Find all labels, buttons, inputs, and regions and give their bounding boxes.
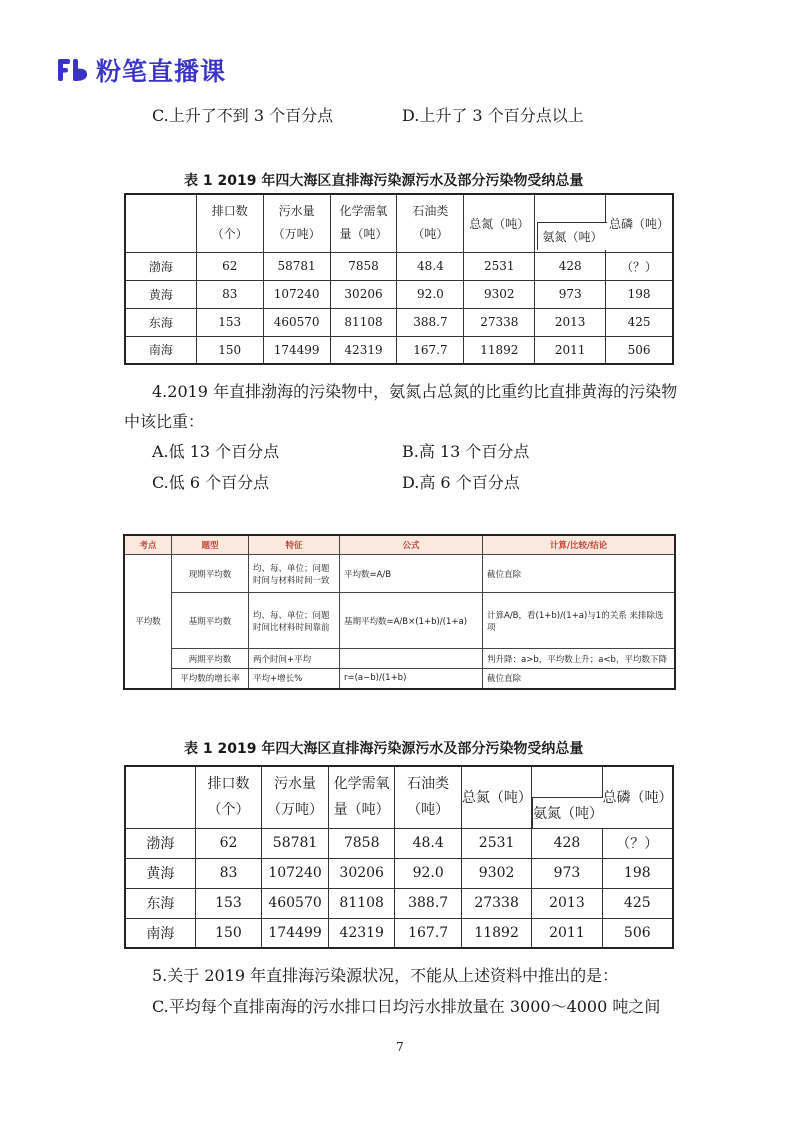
table-cell: 42319 — [330, 336, 397, 364]
blank-header-cell — [125, 194, 196, 252]
row-label: 东海 — [125, 308, 196, 336]
q4-option-c: C.低 6 个百分点 — [152, 473, 270, 492]
table-cell: 58781 — [263, 252, 330, 280]
average-comparison-table — [123, 534, 676, 690]
table-cell: 30206 — [330, 280, 397, 308]
col-header-outlets: 排口数 （个） — [195, 766, 261, 828]
table-cell: 30206 — [328, 858, 395, 888]
table-cell: 167.7 — [397, 336, 464, 364]
table-cell: 92.0 — [397, 280, 464, 308]
row-label: 南海 — [125, 918, 195, 948]
table-cell: （？） — [602, 828, 673, 858]
header-tixing: 题型 — [172, 535, 249, 555]
table-cell: 107240 — [262, 858, 329, 888]
fb-logo-icon — [58, 57, 88, 83]
table-cell: 7858 — [328, 828, 395, 858]
table-cell: 388.7 — [397, 308, 464, 336]
type-cell: 基期平均数 — [172, 593, 249, 649]
feature-cell: 平均+增长% — [249, 669, 340, 689]
col-header-oil: 石油类 （吨） — [395, 766, 461, 828]
col-header-ammonia: 氨氮（吨） — [537, 222, 607, 250]
table-cell: 11892 — [461, 918, 531, 948]
col-header-total-phosphorus: 总磷（吨） — [602, 766, 673, 828]
row-label: 东海 — [125, 888, 195, 918]
q4-stem-line1: 4.2019 年直排渤海的污染物中，氨氮占总氮的比重约比直排黄海的污染物 — [152, 382, 678, 401]
table-cell: 198 — [602, 858, 673, 888]
table-cell: 506 — [602, 918, 673, 948]
table-cell: 27338 — [464, 308, 535, 336]
type-cell: 两期平均数 — [172, 649, 249, 669]
table1-title-repeat: 表 1 2019 年四大海区直排海污染源污水及部分污染物受纳总量 — [184, 741, 584, 757]
conclusion-cell: 截位直除 — [483, 555, 676, 593]
col-header-outlets: 排口数 （个） — [196, 194, 263, 252]
table-cell: 174499 — [262, 918, 329, 948]
table-cell: 107240 — [263, 280, 330, 308]
group-label: 平均数 — [124, 555, 172, 689]
col-header-oil: 石油类 （吨） — [397, 194, 464, 252]
table-cell: 92.0 — [395, 858, 461, 888]
logo — [58, 54, 226, 86]
table-cell: 2011 — [535, 336, 606, 364]
table-cell: 48.4 — [397, 252, 464, 280]
table-cell: 153 — [195, 888, 261, 918]
table-cell: 83 — [196, 280, 263, 308]
table-cell: 2013 — [535, 308, 606, 336]
table-cell: 81108 — [328, 888, 395, 918]
q3-option-c: C.上升了不到 3 个百分点 — [152, 106, 334, 125]
q4-option-b: B.高 13 个百分点 — [402, 442, 530, 461]
table-cell: 153 — [196, 308, 263, 336]
feature-cell: 均、每、单位；问题时间比材料时间靠前 — [249, 593, 340, 649]
q5-stem: 5.关于 2019 年直排海污染源状况，不能从上述资料中推出的是： — [152, 966, 619, 985]
q5-option-c: C.平均每个直排南海的污水排口日均污水排放量在 3000～4000 吨之间 — [152, 997, 661, 1016]
conclusion-cell: 计算A/B，看(1+b)/(1+a)与1的关系 来排除选项 — [483, 593, 676, 649]
table-cell: 460570 — [263, 308, 330, 336]
col-header-cod: 化学需氧 量（吨） — [328, 766, 395, 828]
header-tezheng: 特征 — [249, 535, 340, 555]
formula-cell: 平均数=A/B — [340, 555, 483, 593]
table-cell: 428 — [532, 828, 602, 858]
table-cell: 2531 — [464, 252, 535, 280]
feature-cell: 两个时间+平均 — [249, 649, 340, 669]
table-cell: 48.4 — [395, 828, 461, 858]
col-header-cod: 化学需氧 量（吨） — [330, 194, 397, 252]
header-jiesuan: 计算/比较/结论 — [483, 535, 676, 555]
type-cell: 平均数的增长率 — [172, 669, 249, 689]
col-header-ammonia: 氨氮（吨） — [532, 797, 603, 828]
table-cell: 62 — [196, 252, 263, 280]
type-cell: 现期平均数 — [172, 555, 249, 593]
table-cell: 2013 — [532, 888, 602, 918]
conclusion-cell: 截位直除 — [483, 669, 676, 689]
row-label: 黄海 — [125, 858, 195, 888]
table-cell: 2011 — [532, 918, 602, 948]
table-cell: 9302 — [461, 858, 531, 888]
table-cell: 7858 — [330, 252, 397, 280]
blank-header-cell — [125, 766, 195, 828]
row-label: 渤海 — [125, 828, 195, 858]
table-cell: 425 — [606, 308, 673, 336]
table-cell: 62 — [195, 828, 261, 858]
table-cell: 198 — [606, 280, 673, 308]
formula-cell: r=(a−b)/(1+b) — [340, 669, 483, 689]
table-cell: 150 — [196, 336, 263, 364]
table-cell: 973 — [532, 858, 602, 888]
table-cell: 506 — [606, 336, 673, 364]
pollution-table-1 — [124, 193, 674, 365]
q3-option-d: D.上升了 3 个百分点以上 — [402, 106, 584, 125]
col-header-sewage: 污水量 （万吨） — [262, 766, 329, 828]
q4-option-d: D.高 6 个百分点 — [402, 473, 520, 492]
formula-cell — [340, 649, 483, 669]
pollution-table-2 — [124, 765, 674, 949]
conclusion-cell: 判升降：a>b，平均数上升；a<b，平均数下降 — [483, 649, 676, 669]
table-cell: 388.7 — [395, 888, 461, 918]
table-cell: （？） — [606, 252, 673, 280]
row-label: 黄海 — [125, 280, 196, 308]
table-cell: 58781 — [262, 828, 329, 858]
table-cell: 9302 — [464, 280, 535, 308]
table-cell: 460570 — [262, 888, 329, 918]
col-header-total-phosphorus: 总磷（吨） — [606, 194, 673, 252]
page-number: 7 — [396, 1040, 404, 1054]
logo-text: 粉笔直播课 — [96, 57, 227, 86]
table-cell: 425 — [602, 888, 673, 918]
table-cell: 27338 — [461, 888, 531, 918]
col-header-total-nitrogen: 总氮（吨） — [461, 766, 531, 828]
formula-cell: 基期平均数=A/B×(1+b)/(1+a) — [340, 593, 483, 649]
col-header-sewage: 污水量 （万吨） — [263, 194, 330, 252]
header-kaodian: 考点 — [124, 535, 172, 555]
table-cell: 150 — [195, 918, 261, 948]
table-cell: 11892 — [464, 336, 535, 364]
table-cell: 83 — [195, 858, 261, 888]
table-cell: 174499 — [263, 336, 330, 364]
table-cell: 167.7 — [395, 918, 461, 948]
header-gongshi: 公式 — [340, 535, 483, 555]
table-cell: 2531 — [461, 828, 531, 858]
table-cell: 81108 — [330, 308, 397, 336]
feature-cell: 均、每、单位；问题时间与材料时间一致 — [249, 555, 340, 593]
col-header-total-nitrogen: 总氮（吨） — [464, 194, 535, 252]
table1-title: 表 1 2019 年四大海区直排海污染源污水及部分污染物受纳总量 — [184, 173, 584, 189]
table-cell: 973 — [535, 280, 606, 308]
q4-stem-line2: 中该比重： — [124, 412, 205, 431]
row-label: 渤海 — [125, 252, 196, 280]
q4-option-a: A.低 13 个百分点 — [152, 442, 280, 461]
table-cell: 428 — [535, 252, 606, 280]
table-cell: 42319 — [328, 918, 395, 948]
row-label: 南海 — [125, 336, 196, 364]
